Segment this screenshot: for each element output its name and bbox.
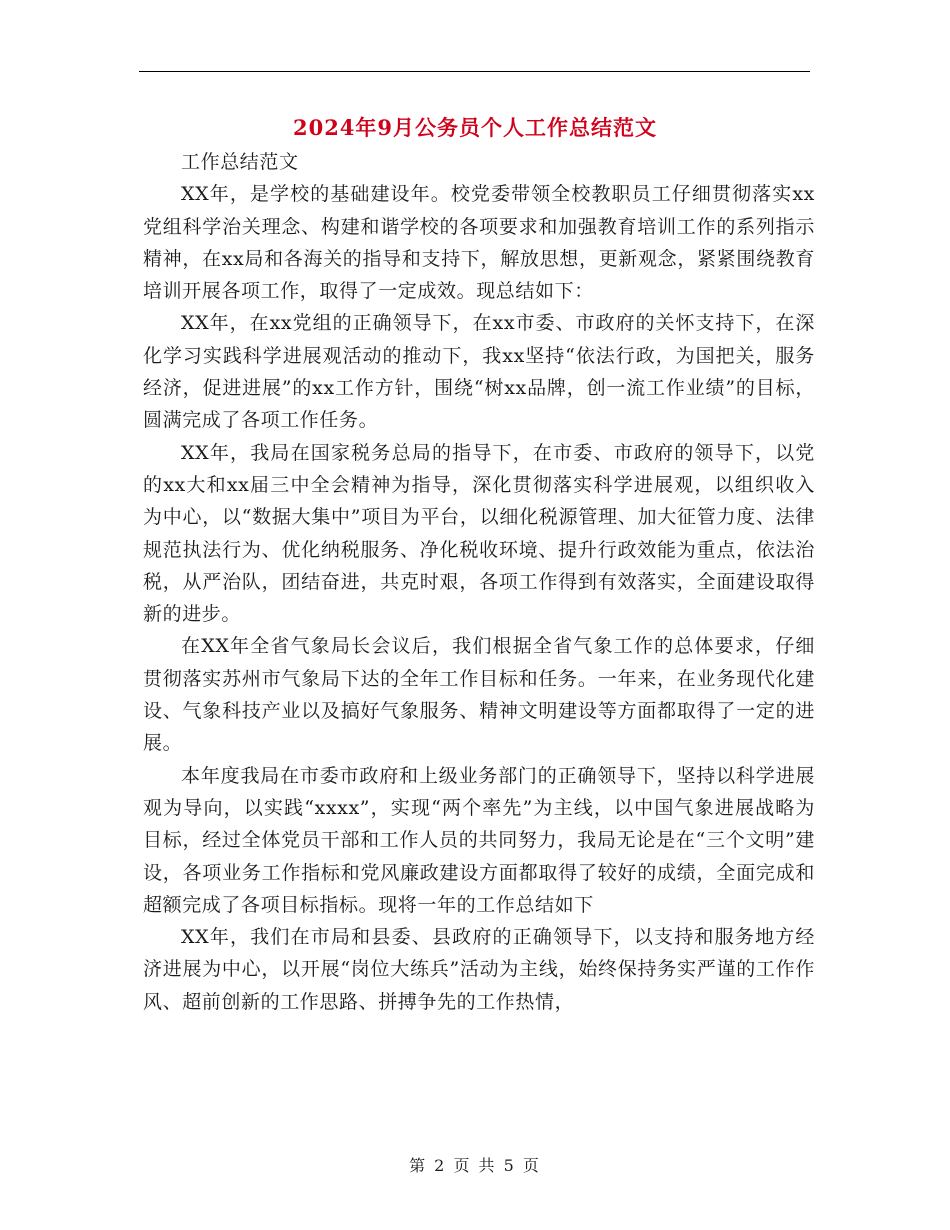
document-title: 2024年9月公务员个人工作总结范文 xyxy=(292,115,658,140)
paragraph: XX年，是学校的基础建设年。校党委带领全校教职员工仔细贯彻落实xx党组科学治关理念、构建和谐学校的各项要求和加强教育培训工作的系列指示精神，在xx局和各海关的指导和支持下，解放思想，更新观念，紧紧围绕教育培训开展各项工作，取得了一定成效。现总结如下： xyxy=(143,183,815,303)
header-rule xyxy=(139,71,810,72)
paragraph: 本年度我局在市委市政府和上级业务部门的正确领导下，坚持以科学进展观为导向，以实践“xxxx”，实现“两个率先”为主线，以中国气象进展战略为目标，经过全体党员干部和工作人员的共同努力，我局无论是在“三个文明”建设，各项业务工作指标和党风廉政建设方面都取得了较好的成绩，全面完成和超额完成了各项目标指标。现将一年的工作总结如下 xyxy=(143,764,815,916)
paragraph: XX年，我们在市局和县委、县政府的正确领导下，以支持和服务地方经济进展为中心，以开展“岗位大练兵”活动为主线，始终保持务实严谨的工作作风、超前创新的工作思路、拼搏争先的工作热情， xyxy=(143,926,815,1013)
document-body xyxy=(143,146,815,1018)
paragraph: XX年，在xx党组的正确领导下，在xx市委、市政府的关怀支持下，在深化学习实践科学进展观活动的推动下，我xx坚持“依法行政，为国把关，服务经济，促进进展”的xx工作方针，围绕“树xx品牌，创一流工作业绩”的目标，圆满完成了各项工作任务。 xyxy=(143,312,815,432)
paragraph: 工作总结范文 xyxy=(181,151,299,173)
page-number-footer: 第 2 页 共 5 页 xyxy=(409,1156,541,1175)
paragraph: 在XX年全省气象局长会议后，我们根据全省气象工作的总体要求，仔细贯彻落实苏州市气象局下达的全年工作目标和任务。一年来，在业务现代化建设、气象科技产业以及搞好气象服务、精神文明建设等方面都取得了一定的进展。 xyxy=(143,635,815,755)
paragraph: XX年，我局在国家税务总局的指导下，在市委、市政府的领导下，以党的xx大和xx届三中全会精神为指导，深化贯彻落实科学进展观，以组织收入为中心，以“数据大集中”项目为平台，以细化税源管理、加大征管力度、法律规范执法行为、优化纳税服务、净化税收环境、提升行政效能为重点，依法治税，从严治队，团结奋进，共克时艰，各项工作得到有效落实，全面建设取得新的进步。 xyxy=(143,441,815,626)
